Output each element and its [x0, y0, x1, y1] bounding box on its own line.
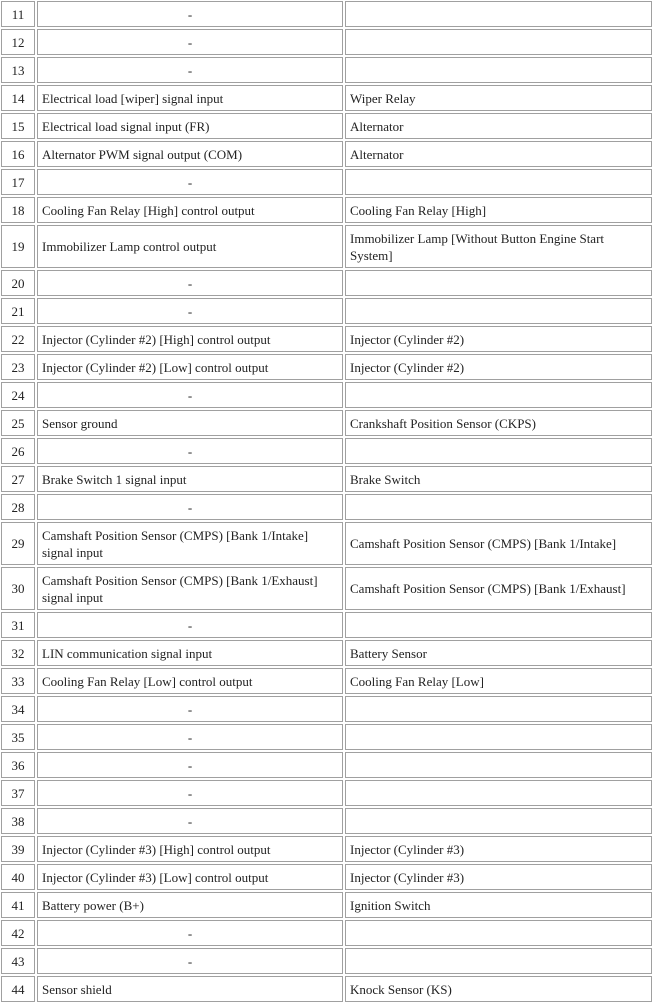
pin-description: -	[37, 29, 343, 55]
pin-connection: Ignition Switch	[345, 892, 652, 918]
pin-number: 25	[1, 410, 35, 436]
pin-number: 16	[1, 141, 35, 167]
pin-number: 20	[1, 270, 35, 296]
pin-connection: Injector (Cylinder #3)	[345, 836, 652, 862]
table-row	[1, 113, 652, 139]
pin-number: 21	[1, 298, 35, 324]
pin-description: -	[37, 169, 343, 195]
pin-description: LIN communication signal input	[37, 640, 343, 666]
pin-connection	[345, 752, 652, 778]
table-row	[1, 724, 652, 750]
pin-number: 37	[1, 780, 35, 806]
pin-number: 42	[1, 920, 35, 946]
table-row	[1, 382, 652, 408]
table-row	[1, 668, 652, 694]
pin-connection	[345, 438, 652, 464]
table-row	[1, 808, 652, 834]
table-row	[1, 225, 652, 268]
pin-description: -	[37, 438, 343, 464]
pin-description: -	[37, 382, 343, 408]
pin-number: 26	[1, 438, 35, 464]
table-row	[1, 197, 652, 223]
pin-connection	[345, 29, 652, 55]
table-row	[1, 567, 652, 610]
pin-description: Electrical load [wiper] signal input	[37, 85, 343, 111]
pin-number: 40	[1, 864, 35, 890]
pin-number: 36	[1, 752, 35, 778]
pin-connection: Battery Sensor	[345, 640, 652, 666]
pin-connection: Alternator	[345, 141, 652, 167]
pin-description: Cooling Fan Relay [Low] control output	[37, 668, 343, 694]
pin-connection: Immobilizer Lamp [Without Button Engine Start System]	[345, 225, 652, 268]
pin-number: 35	[1, 724, 35, 750]
pin-number: 23	[1, 354, 35, 380]
pin-description: Battery power (B+)	[37, 892, 343, 918]
pin-number: 31	[1, 612, 35, 638]
pin-description: Immobilizer Lamp control output	[37, 225, 343, 268]
pin-description: Injector (Cylinder #3) [Low] control output	[37, 864, 343, 890]
pin-description: Electrical load signal input (FR)	[37, 113, 343, 139]
table-row	[1, 1, 652, 27]
pin-number: 27	[1, 466, 35, 492]
pin-description: Injector (Cylinder #3) [High] control output	[37, 836, 343, 862]
pin-number: 39	[1, 836, 35, 862]
pin-connection: Cooling Fan Relay [High]	[345, 197, 652, 223]
pin-connection: Alternator	[345, 113, 652, 139]
pin-connection	[345, 696, 652, 722]
pin-description: -	[37, 696, 343, 722]
table-row	[1, 864, 652, 890]
pin-number: 24	[1, 382, 35, 408]
pin-number: 34	[1, 696, 35, 722]
pin-description: Camshaft Position Sensor (CMPS) [Bank 1/Exhaust] signal input	[37, 567, 343, 610]
pin-description: Alternator PWM signal output (COM)	[37, 141, 343, 167]
pin-description: Sensor ground	[37, 410, 343, 436]
pin-connection	[345, 780, 652, 806]
pin-connection: Brake Switch	[345, 466, 652, 492]
pin-description: -	[37, 1, 343, 27]
pin-description: -	[37, 752, 343, 778]
pin-connection: Injector (Cylinder #2)	[345, 326, 652, 352]
pin-connection	[345, 920, 652, 946]
pin-description: Injector (Cylinder #2) [Low] control output	[37, 354, 343, 380]
pin-connection	[345, 1, 652, 27]
pin-connection: Camshaft Position Sensor (CMPS) [Bank 1/Intake]	[345, 522, 652, 565]
table-row	[1, 780, 652, 806]
table-row	[1, 410, 652, 436]
pin-description: -	[37, 270, 343, 296]
pin-connection	[345, 724, 652, 750]
table-row	[1, 57, 652, 83]
pin-description: -	[37, 948, 343, 974]
table-row	[1, 466, 652, 492]
table-row	[1, 270, 652, 296]
pin-number: 17	[1, 169, 35, 195]
pin-number: 14	[1, 85, 35, 111]
pin-connection: Knock Sensor (KS)	[345, 976, 652, 1002]
table-row	[1, 29, 652, 55]
table-row	[1, 892, 652, 918]
table-row	[1, 326, 652, 352]
pin-number: 41	[1, 892, 35, 918]
pin-description: Camshaft Position Sensor (CMPS) [Bank 1/Intake] signal input	[37, 522, 343, 565]
table-row	[1, 640, 652, 666]
pin-description: Injector (Cylinder #2) [High] control output	[37, 326, 343, 352]
pin-connection	[345, 57, 652, 83]
pin-number: 13	[1, 57, 35, 83]
table-row	[1, 85, 652, 111]
pin-description: -	[37, 298, 343, 324]
table-row	[1, 752, 652, 778]
pin-connection	[345, 808, 652, 834]
pin-connection: Wiper Relay	[345, 85, 652, 111]
pin-table-body	[1, 1, 652, 1002]
pin-number: 38	[1, 808, 35, 834]
pin-description: -	[37, 494, 343, 520]
pin-number: 43	[1, 948, 35, 974]
pin-description: -	[37, 612, 343, 638]
table-row	[1, 696, 652, 722]
pin-number: 33	[1, 668, 35, 694]
pin-number: 32	[1, 640, 35, 666]
pin-connection: Injector (Cylinder #2)	[345, 354, 652, 380]
pin-description: Cooling Fan Relay [High] control output	[37, 197, 343, 223]
pin-number: 15	[1, 113, 35, 139]
table-row	[1, 612, 652, 638]
pin-connection	[345, 169, 652, 195]
pin-description: Sensor shield	[37, 976, 343, 1002]
pin-connection	[345, 270, 652, 296]
pin-number: 44	[1, 976, 35, 1002]
table-row	[1, 141, 652, 167]
pin-description: Brake Switch 1 signal input	[37, 466, 343, 492]
pin-number: 22	[1, 326, 35, 352]
table-row	[1, 438, 652, 464]
table-row	[1, 976, 652, 1002]
pin-number: 29	[1, 522, 35, 565]
pin-connection	[345, 298, 652, 324]
pin-description: -	[37, 920, 343, 946]
pin-connection	[345, 382, 652, 408]
pin-connection: Cooling Fan Relay [Low]	[345, 668, 652, 694]
pin-connection: Crankshaft Position Sensor (CKPS)	[345, 410, 652, 436]
table-row	[1, 169, 652, 195]
table-row	[1, 920, 652, 946]
pin-description: -	[37, 724, 343, 750]
pin-number: 12	[1, 29, 35, 55]
pin-description: -	[37, 57, 343, 83]
pin-number: 18	[1, 197, 35, 223]
pin-description: -	[37, 808, 343, 834]
pin-connection	[345, 494, 652, 520]
table-row	[1, 494, 652, 520]
table-row	[1, 522, 652, 565]
pin-number: 11	[1, 1, 35, 27]
pin-number: 28	[1, 494, 35, 520]
pin-number: 30	[1, 567, 35, 610]
pin-connection: Injector (Cylinder #3)	[345, 864, 652, 890]
pin-number: 19	[1, 225, 35, 268]
pin-connection: Camshaft Position Sensor (CMPS) [Bank 1/Exhaust]	[345, 567, 652, 610]
pin-connection	[345, 612, 652, 638]
table-row	[1, 836, 652, 862]
pin-description: -	[37, 780, 343, 806]
table-row	[1, 354, 652, 380]
table-row	[1, 298, 652, 324]
